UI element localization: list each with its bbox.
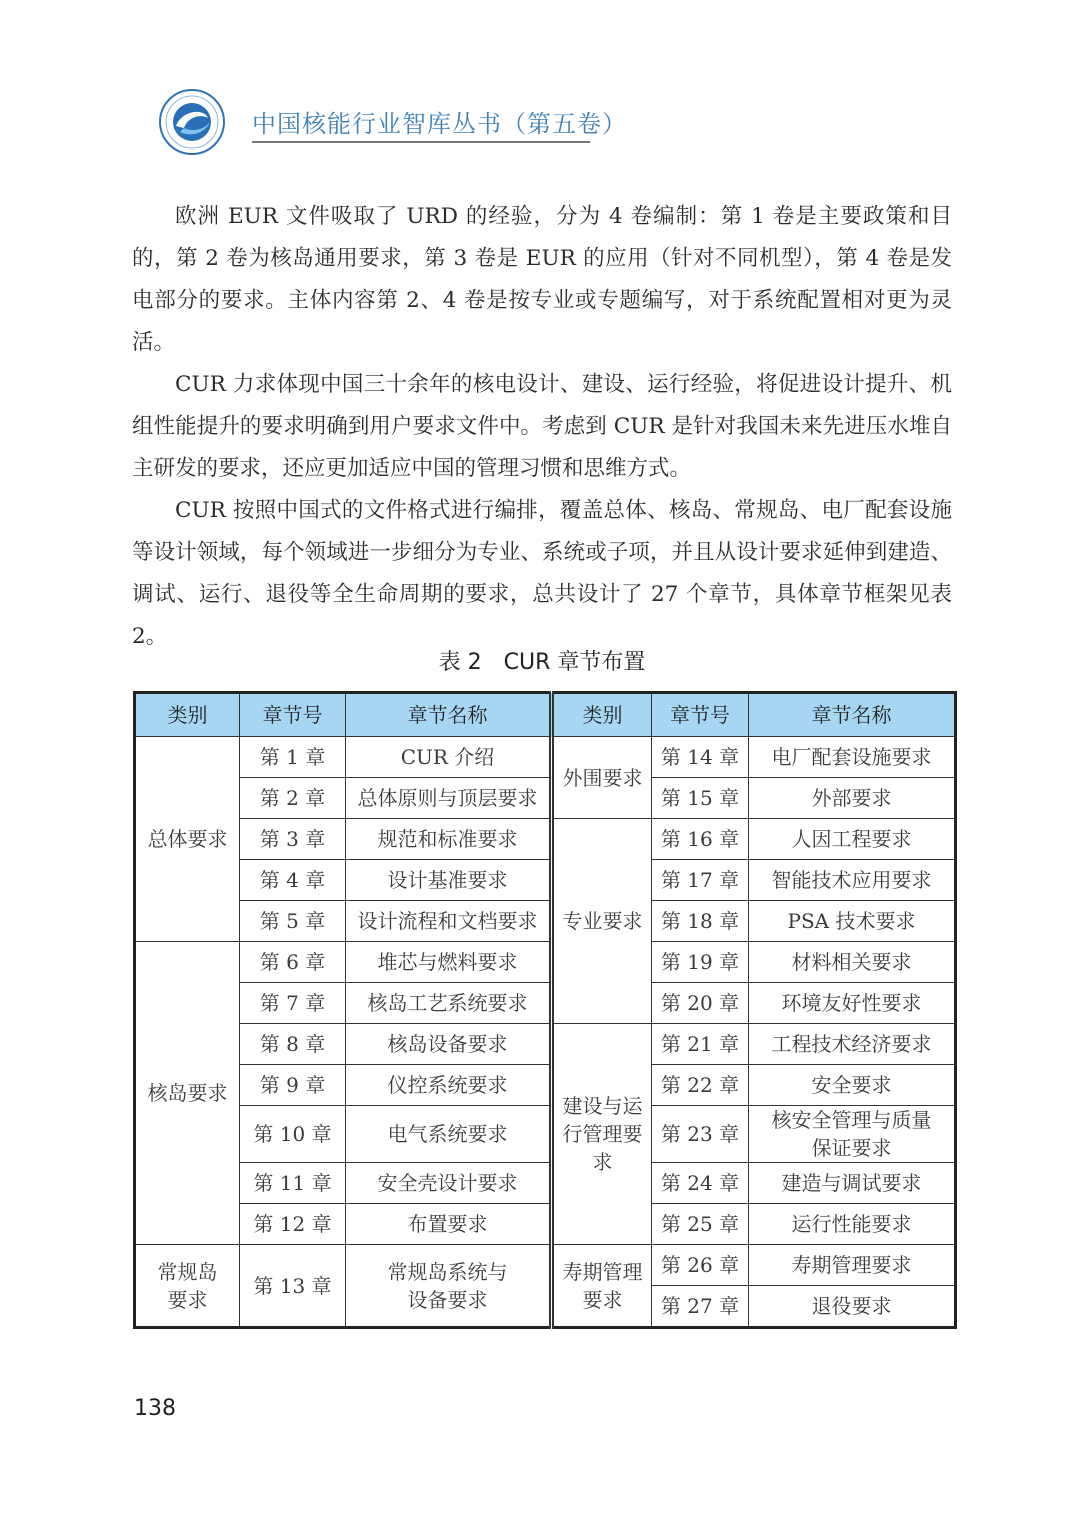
chapter-number: 第 13 章 (240, 1245, 346, 1328)
category-cell (552, 1024, 652, 1245)
category-cell: 常规岛要求 (135, 1245, 240, 1328)
category-cell: 总体要求 (135, 737, 240, 942)
table-row (135, 860, 956, 901)
chapter-name: 仪控系统要求 (346, 1065, 552, 1106)
chapter-name: 规范和标准要求 (346, 819, 552, 860)
chapter-name: 核安全管理与质量保证要求 (749, 1106, 956, 1163)
chapter-number: 第 23 章 (652, 1106, 749, 1163)
chapter-number: 第 8 章 (240, 1024, 346, 1065)
chapter-number: 第 21 章 (652, 1024, 749, 1065)
chapter-name: 运行性能要求 (749, 1204, 956, 1245)
table-row (135, 1106, 956, 1163)
category-label: 建设与运行管理要求 (562, 1094, 643, 1174)
category-cell: 寿期管理要求 (552, 1245, 652, 1328)
column-header: 章节名称 (749, 693, 956, 737)
chapter-number: 第 5 章 (240, 901, 346, 942)
chapter-number: 第 10 章 (240, 1106, 346, 1163)
table-row (135, 1065, 956, 1106)
chapter-number: 第 1 章 (240, 737, 346, 778)
chapter-number: 第 16 章 (652, 819, 749, 860)
chapter-number: 第 2 章 (240, 778, 346, 819)
table-row (135, 1024, 956, 1065)
chapter-name: 智能技术应用要求 (749, 860, 956, 901)
category-cell: 外围要求 (552, 737, 652, 819)
table-row (135, 819, 956, 860)
chapter-number: 第 15 章 (652, 778, 749, 819)
category-cell: 专业要求 (552, 819, 652, 1024)
chapter-name: 核岛设备要求 (346, 1024, 552, 1065)
chapter-number: 第 18 章 (652, 901, 749, 942)
chapter-name: 设计基准要求 (346, 860, 552, 901)
chapter-name: PSA 技术要求 (749, 901, 956, 942)
table-row (135, 942, 956, 983)
chapter-number: 第 4 章 (240, 860, 346, 901)
chapter-number: 第 14 章 (652, 737, 749, 778)
chapter-name: 布置要求 (346, 1204, 552, 1245)
column-header: 章节名称 (346, 693, 552, 737)
chapter-name: 电厂配套设施要求 (749, 737, 956, 778)
chapter-number: 第 26 章 (652, 1245, 749, 1286)
column-header: 类别 (135, 693, 240, 737)
chapter-name: 设计流程和文档要求 (346, 901, 552, 942)
chapter-name: 退役要求 (749, 1286, 956, 1328)
chapter-number: 第 19 章 (652, 942, 749, 983)
table-row (135, 1163, 956, 1204)
paragraph: 欧洲 EUR 文件吸取了 URD 的经验，分为 4 卷编制：第 1 卷是主要政策和目的，第 2 卷为核岛通用要求，第 3 卷是 EUR 的应用（针对不同机型），第 4 卷是发电部分的要求。主体内容第 2、4 卷是按专业或专题编写，对于系统配置相对更为灵活。 (132, 204, 952, 355)
table-row (135, 778, 956, 819)
chapter-number: 第 11 章 (240, 1163, 346, 1204)
chapter-name: 外部要求 (749, 778, 956, 819)
table-row (135, 737, 956, 778)
chapter-name: 总体原则与顶层要求 (346, 778, 552, 819)
chapter-number: 第 9 章 (240, 1065, 346, 1106)
chapter-number: 第 3 章 (240, 819, 346, 860)
chapter-number: 第 6 章 (240, 942, 346, 983)
association-logo (158, 88, 226, 156)
table-row (135, 1204, 956, 1245)
chapter-number: 第 27 章 (652, 1286, 749, 1328)
chapter-name: 材料相关要求 (749, 942, 956, 983)
chapter-name: 人因工程要求 (749, 819, 956, 860)
chapter-name: 核岛工艺系统要求 (346, 983, 552, 1024)
paragraph: CUR 力求体现中国三十余年的核电设计、建设、运行经验，将促进设计提升、机组性能提升的要求明确到用户要求文件中。考虑到 CUR 是针对我国未来先进压水堆自主研发的要求，还应更加适应中国的管理习惯和思维方式。 (132, 372, 952, 481)
chapter-name: 安全壳设计要求 (346, 1163, 552, 1204)
chapter-name: 环境友好性要求 (749, 983, 956, 1024)
chapter-number: 第 12 章 (240, 1204, 346, 1245)
paragraph: CUR 按照中国式的文件格式进行编排，覆盖总体、核岛、常规岛、电厂配套设施等设计领域，每个领域进一步细分为专业、系统或子项，并且从设计要求延伸到建造、调试、运行、退役等全生命周期的要求，总共设计了 27 个章节，具体章节框架见表 2。 (132, 498, 952, 649)
chapter-name: CUR 介绍 (346, 737, 552, 778)
table-header-row (135, 693, 956, 737)
chapter-number: 第 17 章 (652, 860, 749, 901)
chapter-number: 第 20 章 (652, 983, 749, 1024)
chapter-name: 建造与调试要求 (749, 1163, 956, 1204)
table-row (135, 983, 956, 1024)
page-number: 138 (134, 1396, 176, 1421)
chapter-name: 电气系统要求 (346, 1106, 552, 1163)
chapter-name: 安全要求 (749, 1065, 956, 1106)
chapter-number: 第 24 章 (652, 1163, 749, 1204)
table-caption: 表 2 CUR 章节布置 (438, 650, 646, 675)
column-header: 类别 (552, 693, 652, 737)
chapter-name: 堆芯与燃料要求 (346, 942, 552, 983)
chapter-name: 工程技术经济要求 (749, 1024, 956, 1065)
column-header: 章节号 (240, 693, 346, 737)
chapter-number: 第 7 章 (240, 983, 346, 1024)
chapter-table (133, 691, 954, 1329)
table-row (135, 1245, 956, 1286)
chapter-name: 常规岛系统与设备要求 (346, 1245, 552, 1328)
body-text (132, 196, 952, 658)
chapter-number: 第 22 章 (652, 1065, 749, 1106)
chapter-number: 第 25 章 (652, 1204, 749, 1245)
book-series-title: 中国核能行业智库丛书（第五卷） (252, 110, 627, 138)
chapter-name: 寿期管理要求 (749, 1245, 956, 1286)
header-divider (252, 141, 590, 143)
category-cell: 核岛要求 (135, 942, 240, 1245)
table-row (135, 901, 956, 942)
column-header: 章节号 (652, 693, 749, 737)
